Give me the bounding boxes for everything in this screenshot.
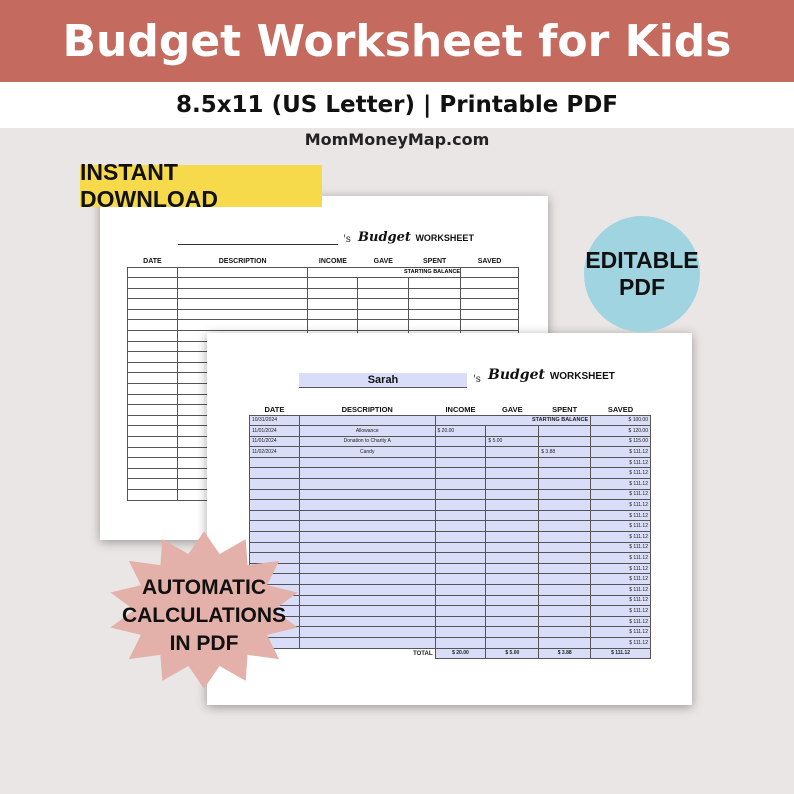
table-row — [250, 616, 651, 627]
cell-income[interactable]: $ 20.00 — [435, 426, 486, 437]
cell-income[interactable] — [435, 532, 486, 543]
cell-description[interactable] — [299, 553, 435, 564]
name-apostrophe: 's — [473, 374, 481, 385]
total-saved: $ 111.12 — [591, 648, 651, 659]
cell-spent[interactable] — [539, 574, 591, 585]
editable-badge-line2: PDF — [619, 274, 665, 300]
worksheet-title-script: Budget — [358, 230, 411, 245]
cell — [461, 309, 519, 320]
cell-saved: $ 111.12 — [591, 479, 651, 490]
table-row — [250, 510, 651, 521]
cell-description[interactable] — [299, 595, 435, 606]
cell — [128, 415, 178, 426]
cell — [128, 309, 178, 320]
cell-saved: $ 111.12 — [591, 510, 651, 521]
cell-date[interactable] — [250, 468, 300, 479]
column-header-description: DESCRIPTION — [341, 405, 393, 415]
cell-description[interactable] — [299, 627, 435, 638]
cell — [308, 288, 358, 299]
cell-description[interactable] — [299, 606, 435, 617]
starting-balance-label: STARTING BALANCE — [435, 415, 591, 426]
cell-saved: $ 120.00 — [591, 426, 651, 437]
cell-spent[interactable] — [539, 616, 591, 627]
cell-description[interactable] — [299, 574, 435, 585]
cell-description[interactable] — [299, 521, 435, 532]
cell-gave[interactable] — [486, 595, 539, 606]
cell-date[interactable] — [250, 479, 300, 490]
cell — [358, 309, 409, 320]
cell — [308, 320, 358, 331]
cell-income[interactable] — [435, 563, 486, 574]
column-header-date: DATE — [143, 258, 162, 266]
cell — [358, 320, 409, 331]
cell-date[interactable] — [250, 500, 300, 511]
cell-saved: $ 111.12 — [591, 489, 651, 500]
cell-income[interactable] — [435, 585, 486, 596]
cell-saved: $ 111.12 — [591, 521, 651, 532]
cell — [308, 309, 358, 320]
cell-description[interactable] — [299, 468, 435, 479]
cell-spent[interactable] — [539, 426, 591, 437]
cell-saved: $ 111.12 — [591, 637, 651, 648]
page-title: Budget Worksheet for Kids — [62, 15, 732, 67]
table-row — [250, 468, 651, 479]
editable-pdf-badge — [584, 216, 700, 332]
cell-date[interactable]: 11/01/2024 — [250, 426, 300, 437]
cell — [128, 468, 178, 479]
cell-description[interactable]: Candy — [299, 447, 435, 458]
worksheet-title-script: Budget — [488, 367, 545, 383]
cell — [128, 341, 178, 352]
column-header-income: INCOME — [318, 258, 347, 266]
cell-saved: $ 111.12 — [591, 447, 651, 458]
cell-description[interactable] — [299, 637, 435, 648]
table-row — [250, 500, 651, 511]
cell — [128, 489, 178, 500]
cell — [308, 299, 358, 310]
cell-spent[interactable] — [539, 500, 591, 511]
table-row — [128, 288, 519, 299]
cell-income[interactable] — [435, 479, 486, 490]
cell-income[interactable] — [435, 457, 486, 468]
cell-description[interactable] — [299, 542, 435, 553]
cell-gave[interactable] — [486, 426, 539, 437]
cell-income[interactable] — [435, 500, 486, 511]
cell-description[interactable] — [299, 489, 435, 500]
cell-gave[interactable] — [486, 606, 539, 617]
cell — [409, 299, 461, 310]
cell-spent[interactable] — [539, 606, 591, 617]
worksheet-title — [488, 367, 615, 383]
cell-gave[interactable] — [486, 585, 539, 596]
cell-gave[interactable] — [486, 574, 539, 585]
name-apostrophe: 's — [343, 234, 351, 245]
cell-gave[interactable] — [486, 447, 539, 458]
burst-line3: IN PDF — [169, 632, 239, 655]
cell-description[interactable] — [299, 500, 435, 511]
cell-description[interactable]: Allowance — [299, 426, 435, 437]
cell — [128, 394, 178, 405]
worksheet-title-word: WORKSHEET — [549, 371, 615, 382]
cell-income[interactable] — [435, 447, 486, 458]
burst-line2: CALCULATIONS — [121, 604, 287, 627]
cell — [128, 447, 178, 458]
table-row — [250, 574, 651, 585]
cell-date[interactable] — [250, 489, 300, 500]
cell-income[interactable] — [435, 510, 486, 521]
cell-description[interactable] — [299, 585, 435, 596]
cell-income[interactable] — [435, 553, 486, 564]
column-header-income: INCOME — [445, 405, 476, 415]
cell — [177, 278, 308, 289]
cell-spent[interactable] — [539, 468, 591, 479]
cell-spent[interactable] — [539, 637, 591, 648]
cell — [177, 320, 308, 331]
table-row — [250, 447, 651, 458]
cell — [128, 458, 178, 469]
cell-spent[interactable] — [539, 457, 591, 468]
cell — [128, 384, 178, 395]
cell — [177, 299, 308, 310]
page-subtitle: 8.5x11 (US Letter) | Printable PDF — [175, 92, 619, 118]
cell-gave[interactable] — [486, 510, 539, 521]
cell-date[interactable] — [250, 457, 300, 468]
filled-ledger-table — [249, 405, 651, 659]
cell-income[interactable] — [435, 627, 486, 638]
table-row — [250, 415, 651, 426]
worksheet-title — [358, 230, 474, 245]
table-row — [250, 542, 651, 553]
automatic-calculations-text — [106, 574, 302, 658]
cell — [128, 299, 178, 310]
cell-spent[interactable] — [539, 489, 591, 500]
cell — [461, 288, 519, 299]
cell-gave[interactable]: $ 5.00 — [486, 436, 539, 447]
cell — [128, 320, 178, 331]
cell-description[interactable] — [299, 510, 435, 521]
starting-balance-label: STARTING BALANCE — [308, 267, 461, 278]
cell-spent[interactable] — [539, 479, 591, 490]
cell-income[interactable] — [435, 574, 486, 585]
cell-gave[interactable] — [486, 542, 539, 553]
cell — [128, 373, 178, 384]
cell-date[interactable]: 10/31/2024 — [250, 415, 300, 426]
cell — [409, 288, 461, 299]
name-line — [178, 244, 338, 245]
table-row — [250, 489, 651, 500]
cell-gave[interactable] — [486, 627, 539, 638]
cell-saved: $ 111.12 — [591, 457, 651, 468]
column-header-spent: SPENT — [552, 405, 578, 415]
table-row — [250, 606, 651, 617]
cell-gave[interactable] — [486, 563, 539, 574]
cell-spent[interactable] — [539, 521, 591, 532]
cell-gave[interactable] — [486, 616, 539, 627]
total-income: $ 20.00 — [435, 648, 486, 659]
cell-description[interactable]: Donation to Charity A — [299, 436, 435, 447]
cell — [461, 299, 519, 310]
table-row — [250, 563, 651, 574]
cell-spent[interactable]: $ 3.88 — [539, 447, 591, 458]
cell — [128, 437, 178, 448]
cell-spent[interactable] — [539, 532, 591, 543]
column-header-saved: SAVED — [607, 405, 634, 415]
table-row — [250, 595, 651, 606]
column-header-gave: GAVE — [373, 258, 393, 266]
total-label: TOTAL — [250, 648, 436, 659]
cell-income[interactable] — [435, 637, 486, 648]
cell — [358, 288, 409, 299]
cell — [461, 320, 519, 331]
cell-date[interactable]: 11/01/2024 — [250, 436, 300, 447]
cell-description[interactable] — [299, 532, 435, 543]
cell-saved: $ 111.12 — [591, 500, 651, 511]
cell — [409, 278, 461, 289]
cell — [177, 309, 308, 320]
editable-badge-line1: EDITABLE — [585, 247, 699, 273]
cell-gave[interactable] — [486, 457, 539, 468]
cell-gave[interactable] — [486, 479, 539, 490]
cell — [358, 278, 409, 289]
table-row — [250, 457, 651, 468]
column-header-date: DATE — [264, 405, 285, 415]
cell — [128, 362, 178, 373]
cell-spent[interactable] — [539, 542, 591, 553]
table-row — [250, 585, 651, 596]
name-field[interactable]: Sarah — [299, 373, 467, 388]
cell-income[interactable] — [435, 606, 486, 617]
cell-spent[interactable] — [539, 627, 591, 638]
column-header-spent: SPENT — [423, 258, 447, 266]
cell-gave[interactable] — [486, 468, 539, 479]
cell — [177, 267, 308, 278]
cell-date[interactable] — [250, 510, 300, 521]
cell-saved: $ 111.12 — [591, 606, 651, 617]
cell-income[interactable] — [435, 489, 486, 500]
total-gave: $ 5.00 — [486, 648, 539, 659]
cell — [128, 278, 178, 289]
table-row — [250, 532, 651, 543]
cell — [128, 267, 178, 278]
cell-saved: $ 100.00 — [591, 415, 651, 426]
cell — [128, 405, 178, 416]
cell — [128, 479, 178, 490]
table-row — [250, 436, 651, 447]
instant-download-badge: INSTANT DOWNLOAD — [80, 165, 322, 207]
table-row — [250, 479, 651, 490]
table-row — [250, 521, 651, 532]
table-row — [250, 627, 651, 638]
table-row — [250, 553, 651, 564]
cell-saved: $ 115.00 — [591, 436, 651, 447]
cell-saved: $ 111.12 — [591, 553, 651, 564]
cell-date[interactable]: 11/02/2024 — [250, 447, 300, 458]
cell-description[interactable] — [299, 563, 435, 574]
column-header-gave: GAVE — [501, 405, 523, 415]
cell-saved: $ 111.12 — [591, 585, 651, 596]
cell-description[interactable] — [299, 479, 435, 490]
cell-saved: $ 111.12 — [591, 542, 651, 553]
cell-spent[interactable] — [539, 510, 591, 521]
cell-income[interactable] — [435, 542, 486, 553]
cell-income[interactable] — [435, 468, 486, 479]
site-name: MomMoneyMap.com — [304, 130, 490, 149]
cell-gave[interactable] — [486, 489, 539, 500]
table-row — [128, 299, 519, 310]
cell — [409, 309, 461, 320]
cell — [128, 288, 178, 299]
cell — [461, 267, 519, 278]
cell — [409, 320, 461, 331]
cell-gave[interactable] — [486, 521, 539, 532]
cell-income[interactable] — [435, 521, 486, 532]
cell-saved: $ 111.12 — [591, 574, 651, 585]
column-header-saved: SAVED — [477, 258, 502, 266]
cell-gave[interactable] — [486, 500, 539, 511]
cell-saved: $ 111.12 — [591, 563, 651, 574]
cell-spent[interactable] — [539, 585, 591, 596]
cell-saved: $ 111.12 — [591, 627, 651, 638]
cell-saved: $ 111.12 — [591, 595, 651, 606]
title-banner — [0, 0, 794, 82]
cell-income[interactable] — [435, 616, 486, 627]
cell-gave[interactable] — [486, 553, 539, 564]
table-row — [128, 309, 519, 320]
burst-line1: AUTOMATIC — [141, 576, 267, 599]
table-row — [128, 320, 519, 331]
cell-saved: $ 111.12 — [591, 616, 651, 627]
cell-spent[interactable] — [539, 553, 591, 564]
cell — [358, 299, 409, 310]
cell-income[interactable] — [435, 436, 486, 447]
cell — [128, 426, 178, 437]
totals-row — [250, 648, 651, 659]
cell-gave[interactable] — [486, 637, 539, 648]
table-row — [250, 637, 651, 648]
cell-spent[interactable] — [539, 563, 591, 574]
cell-spent[interactable] — [539, 595, 591, 606]
cell — [461, 278, 519, 289]
cell — [128, 352, 178, 363]
cell-spent[interactable] — [539, 436, 591, 447]
cell — [308, 278, 358, 289]
table-row — [128, 278, 519, 289]
cell-gave[interactable] — [486, 532, 539, 543]
cell-saved: $ 111.12 — [591, 532, 651, 543]
subtitle-bar — [0, 82, 794, 128]
total-spent: $ 3.88 — [539, 648, 591, 659]
cell-income[interactable] — [435, 595, 486, 606]
cell-description[interactable] — [299, 457, 435, 468]
cell-description[interactable] — [299, 616, 435, 627]
table-row — [128, 267, 519, 278]
cell-saved: $ 111.12 — [591, 468, 651, 479]
worksheet-title-word: WORKSHEET — [415, 233, 474, 243]
column-header-description: DESCRIPTION — [218, 258, 267, 266]
cell-description[interactable] — [299, 415, 435, 426]
table-row — [250, 426, 651, 437]
cell — [177, 288, 308, 299]
cell — [128, 331, 178, 342]
